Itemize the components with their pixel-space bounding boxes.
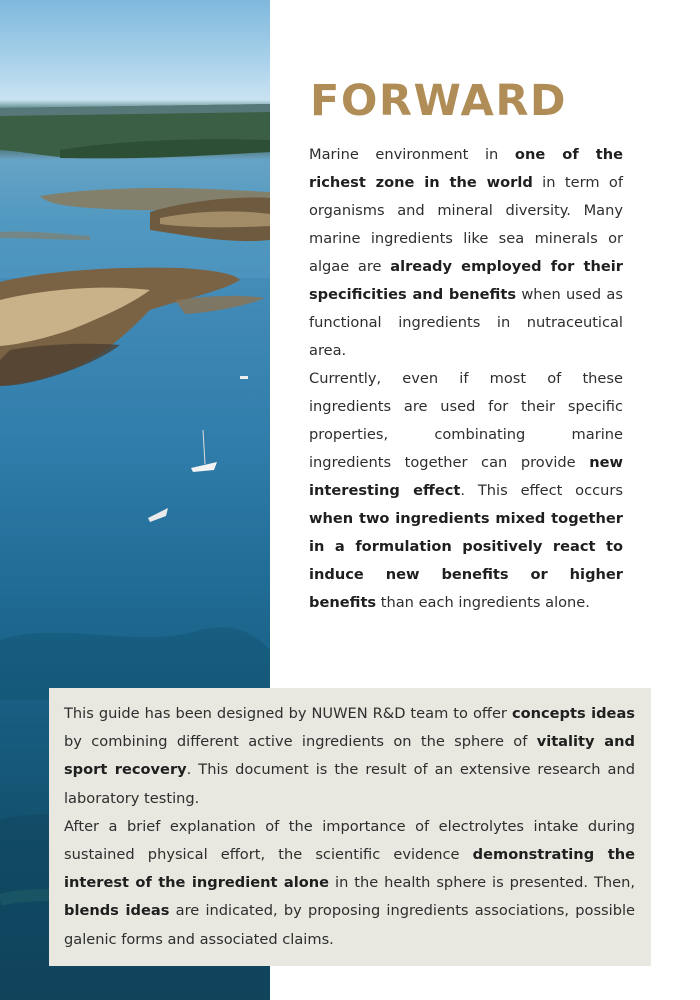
summary-paragraph-2: After a brief explanation of the importance of electrolytes intake during sustained physical effort, the scientific evidence demonstrating the interest of the ingredient alone in the health sphere is presented. Then, blends ideas are indicated, by proposing ingredients associations, possible galenic forms and associated claims. [64, 817, 635, 948]
guide-summary-text [64, 700, 635, 954]
intro-paragraph-2: Currently, even if most of these ingredients are used for their specific properties, combinating marine ingredients together can provide new interesting effect. This effect occurs when two ingredients mixed together in a formulation positively react to induce new benefits or higher benefits than each ingredients alone. [309, 370, 624, 611]
guide-summary-box [49, 688, 651, 966]
boat-1 [191, 430, 217, 472]
intro-paragraph-1: Marine environment in one of the richest zone in the world in term of organisms and mineral diversity. Many marine ingredients like sea minerals or algae are already employed for their specificities and benefits when used as functional ingredients in nutraceutical area. [309, 146, 623, 359]
summary-paragraph-1: This guide has been designed by NUWEN R&D team to offer concepts ideas by combining different active ingredients on the sphere of vitality and sport recovery. This document is the result of an extensive research and laboratory testing. [64, 705, 636, 807]
intro-text [309, 141, 623, 617]
page-title: FORWARD [310, 76, 568, 126]
